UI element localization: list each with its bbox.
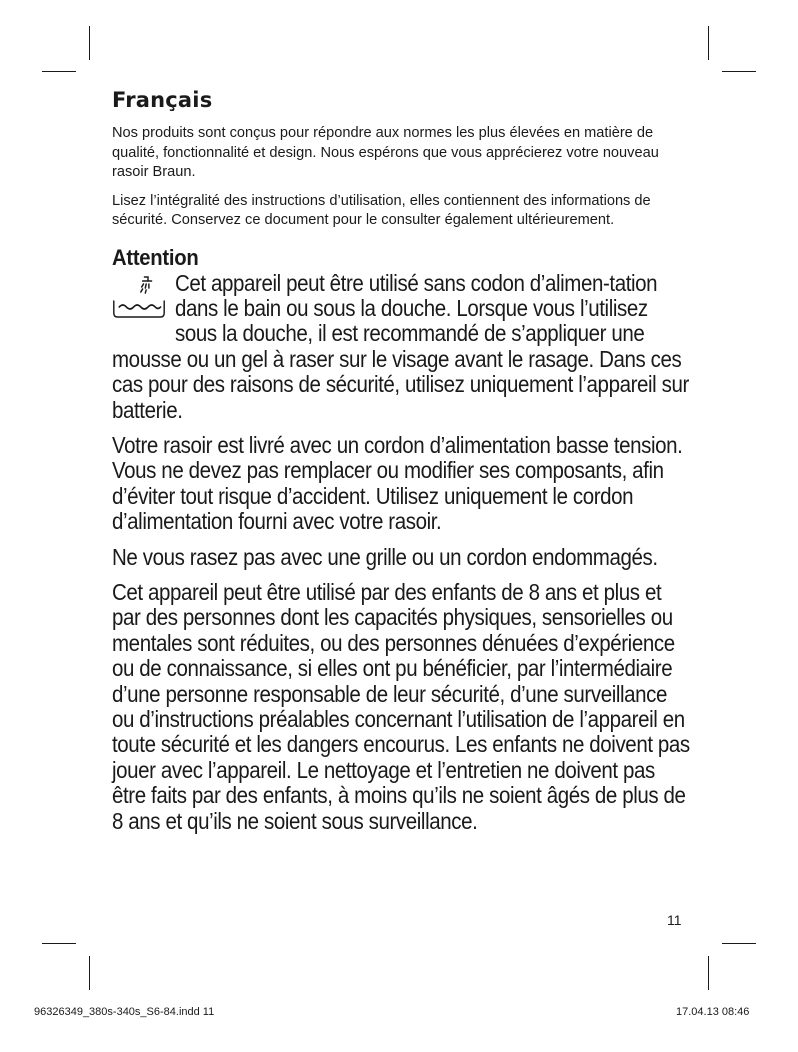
attention-paragraph: Cet appareil peut être utilisé sans codon d’alimen-tation dans le bain ou sous la douche. Lorsque vous l’utilisez sous la douche, il est recommandé de s’appliquer une mousse ou un gel à raser sur le visage avant le rasage. Dans ces cas pour des raisons de sécurité, utilisez uniquement l’appareil sur batterie. [112, 269, 689, 423]
attention-paragraph: Cet appareil peut être utilisé par des enfants de 8 ans et plus et par des personnes dont les capacités physiques, sensorielles ou mentales sont réduites, ou des personnes dénuées d’expérience ou de connaissance, si elles ont pu bénéficier, par l’intermédiaire d’une personne responsable de leur sécurité, d’une surveillance ou d’instructions préalables concernant l’utilisation de l’appareil en toute sécurité et les dangers encourus. Les enfants ne doivent pas jouer avec l’appareil. Le nettoyage et l’entretien ne doivent pas être faits par des enfants, à moins qu’ils ne soient âgés de plus de 8 ans et qu’ils ne soient sous surveillance. [112, 578, 690, 834]
crop-mark [42, 943, 76, 944]
crop-mark [708, 956, 709, 990]
footer-file-info: 96326349_380s-340s_S6-84.indd 11 [34, 1006, 215, 1018]
page-title: Français [112, 88, 213, 112]
intro-paragraph: Lisez l’intégralité des instructions d’utilisation, elles contiennent des informations de sécurité. Conservez ce document pour le consulter également ultérieurement. [112, 192, 651, 228]
attention-paragraph: Votre rasoir est livré avec un cordon d’alimentation basse tension. Vous ne devez pas remplacer ou modifier ses composants, afin d’éviter tout risque d’accident. Utilisez uniquement le cordon d’alimentation fourni avec votre rasoir. [112, 431, 683, 535]
crop-mark [722, 71, 756, 72]
intro-paragraph: Nos produits sont conçus pour répondre aux normes les plus élevées en matière de qualité, fonctionnalité et design. Nous espérons que vous apprécierez votre nouveau rasoir Braun. [112, 125, 659, 180]
shower-bath-icon [112, 273, 175, 347]
page-number: 11 [667, 912, 682, 928]
crop-mark [722, 943, 756, 944]
attention-heading: Attention [112, 244, 199, 270]
page-content [112, 88, 694, 844]
crop-mark [708, 26, 709, 60]
crop-mark [89, 26, 90, 60]
attention-paragraph: Ne vous rasez pas avec une grille ou un cordon endommagés. [112, 543, 658, 570]
footer-datetime: 17.04.13 08:46 [676, 1006, 750, 1018]
crop-mark [89, 956, 90, 990]
crop-mark [42, 71, 76, 72]
